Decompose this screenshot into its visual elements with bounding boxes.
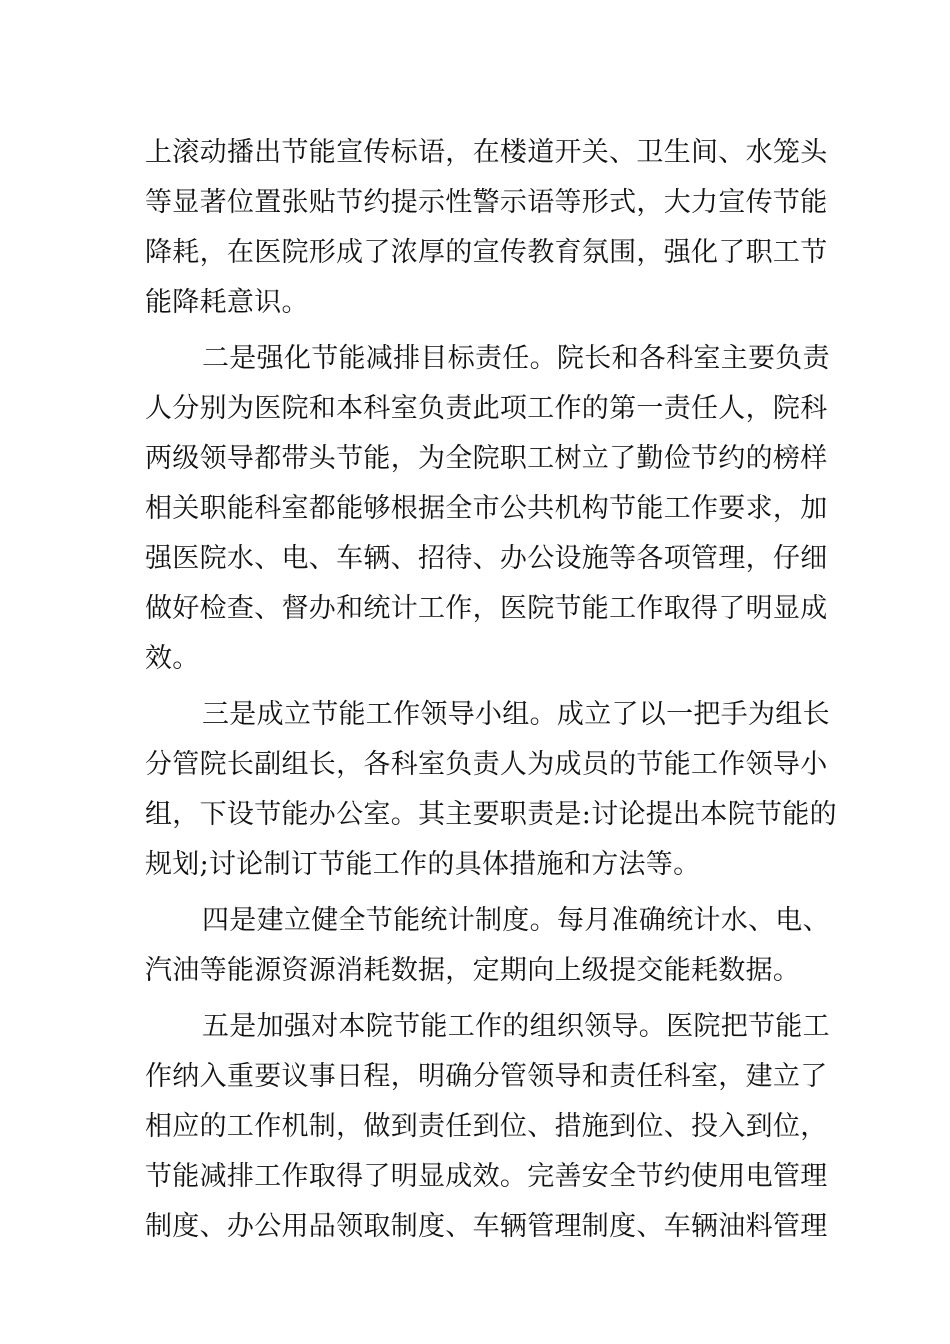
text-line: 制度、办公用品领取制度、车辆管理制度、车辆油料管理 bbox=[145, 1211, 828, 1242]
text-line: 人分别为医院和本科室负责此项工作的第一责任人，院科 bbox=[145, 393, 828, 424]
text-line: 作纳入重要议事日程，明确分管领导和责任科室，建立了 bbox=[145, 1061, 828, 1092]
text-line: 五是加强对本院节能工作的组织领导。医院把节能工 bbox=[202, 1011, 830, 1042]
text-line: 分管院长副组长，各科室负责人为成员的节能工作领导小 bbox=[145, 749, 828, 780]
text-line: 两级领导都带头节能，为全院职工树立了勤俭节约的榜样 bbox=[145, 443, 828, 474]
text-line: 节能减排工作取得了明显成效。完善安全节约使用电管理 bbox=[145, 1161, 828, 1192]
text-line: 做好检查、督办和统计工作，医院节能工作取得了明显成 bbox=[145, 593, 828, 624]
text-line: 强医院水、电、车辆、招待、办公设施等各项管理，仔细 bbox=[145, 543, 828, 574]
paragraph-continuation bbox=[145, 128, 828, 328]
text-line: 汽油等能源资源消耗数据，定期向上级提交能耗数据。 bbox=[145, 955, 801, 986]
text-line: 能降耗意识。 bbox=[145, 287, 309, 318]
text-line: 四是建立健全节能统计制度。每月准确统计水、电、 bbox=[202, 905, 830, 936]
text-line: 规划;讨论制订节能工作的具体措施和方法等。 bbox=[145, 849, 701, 880]
paragraph-target-responsibility bbox=[145, 334, 830, 684]
text-line: 二是强化节能减排目标责任。院长和各科室主要负责 bbox=[202, 343, 830, 374]
paragraph-statistics-system bbox=[145, 896, 830, 996]
text-line: 降耗，在医院形成了浓厚的宣传教育氛围，强化了职工节 bbox=[145, 237, 828, 268]
text-line: 相应的工作机制，做到责任到位、措施到位、投入到位， bbox=[145, 1111, 828, 1142]
text-line: 组，下设节能办公室。其主要职责是:讨论提出本院节能的 bbox=[145, 799, 837, 830]
text-line: 相关职能科室都能够根据全市公共机构节能工作要求，加 bbox=[145, 493, 828, 524]
text-line: 效。 bbox=[145, 643, 200, 674]
paragraph-leading-group bbox=[145, 690, 837, 890]
document-body bbox=[145, 128, 837, 1258]
text-line: 等显著位置张贴节约提示性警示语等形式，大力宣传节能 bbox=[145, 187, 828, 218]
text-line: 三是成立节能工作领导小组。成立了以一把手为组长 bbox=[202, 699, 830, 730]
paragraph-organization-leadership bbox=[145, 1002, 830, 1252]
text-line: 上滚动播出节能宣传标语，在楼道开关、卫生间、水笼头 bbox=[145, 137, 828, 168]
